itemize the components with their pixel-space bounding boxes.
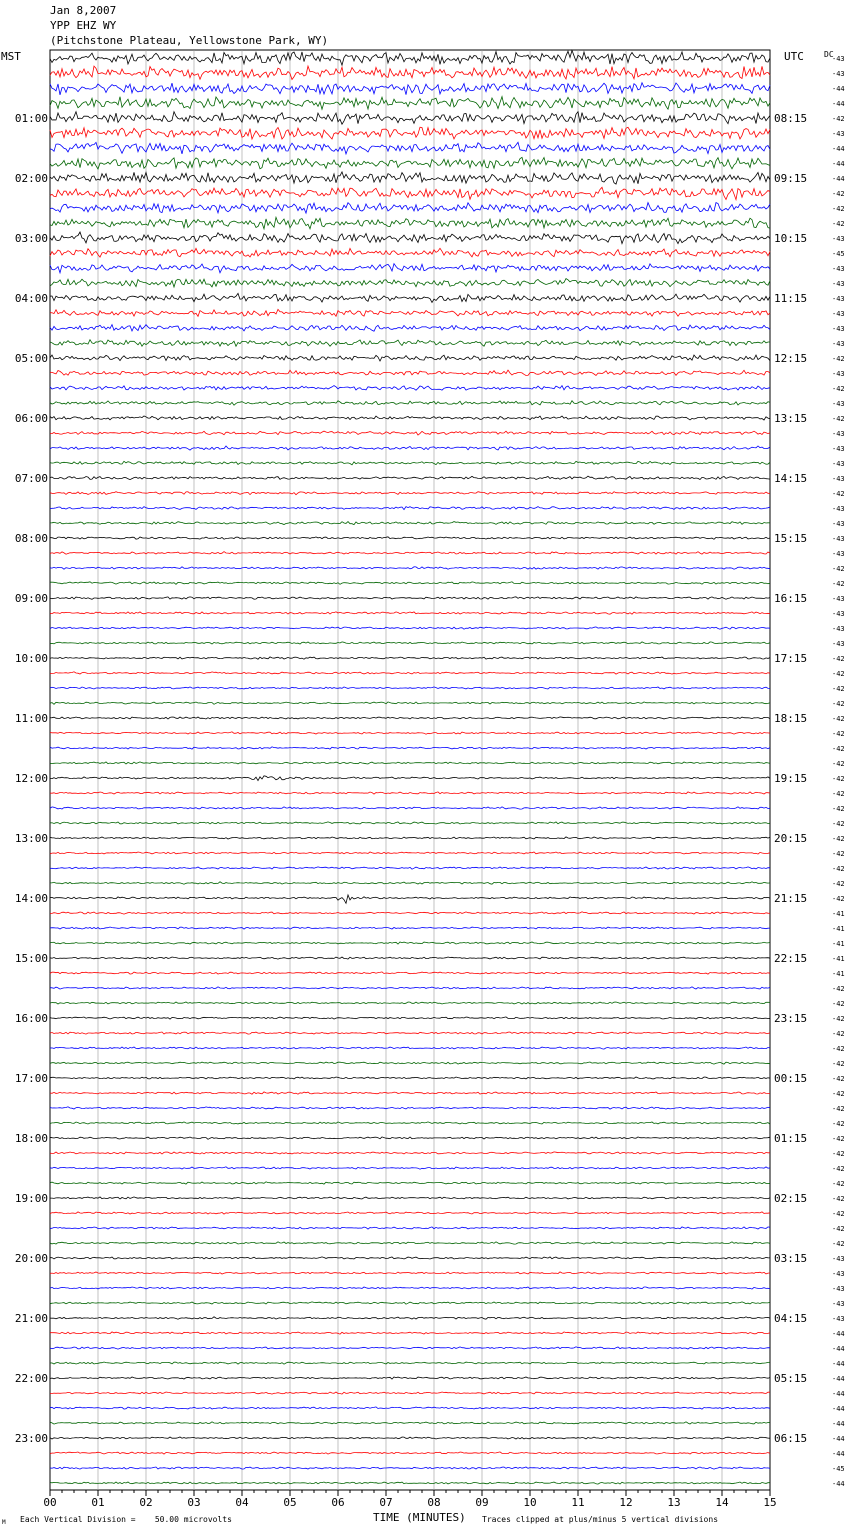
mst-hour-label: 22:00	[14, 1372, 48, 1385]
trace-row-60	[50, 957, 770, 959]
utc-hour-label: 08:15	[774, 112, 808, 125]
dc-offset-value: -42	[832, 775, 845, 783]
trace-row-40	[50, 657, 770, 659]
trace-row-18	[50, 325, 770, 332]
trace-row-13	[50, 248, 770, 257]
trace-row-33	[50, 552, 770, 555]
trace-row-86	[50, 1347, 770, 1349]
trace-row-27	[50, 461, 770, 465]
trace-row-59	[50, 942, 770, 944]
dc-offset-value: -42	[832, 835, 845, 843]
trace-row-74	[50, 1167, 770, 1169]
dc-offset-value: -42	[832, 715, 845, 723]
utc-hour-label: 17:15	[774, 652, 808, 665]
dc-offset-value: -43	[832, 1285, 845, 1293]
utc-hour-label: 22:15	[774, 952, 808, 965]
dc-offset-value: -45	[832, 250, 845, 258]
mst-hour-label: 20:00	[14, 1252, 48, 1265]
dc-offset-value: -44	[832, 85, 845, 93]
utc-hour-label: 11:15	[774, 292, 808, 305]
dc-offset-value: -42	[832, 220, 845, 228]
dc-offset-value: -42	[832, 1135, 845, 1143]
dc-offset-value: -44	[832, 145, 845, 153]
trace-row-39	[50, 642, 770, 644]
trace-row-53	[50, 852, 770, 854]
trace-row-22	[50, 386, 770, 391]
trace-row-12	[50, 232, 770, 244]
trace-row-65	[50, 1032, 770, 1034]
dc-offset-value: -43	[832, 640, 845, 648]
utc-hour-label: 10:15	[774, 232, 808, 245]
dc-offset-value: -43	[832, 280, 845, 288]
x-tick-label: 13	[667, 1496, 681, 1509]
trace-row-2	[50, 83, 770, 95]
dc-offset-value: -42	[832, 580, 845, 588]
trace-row-16	[50, 293, 770, 302]
mst-axis-label: MST	[1, 50, 21, 63]
mst-hour-label: 07:00	[14, 472, 48, 485]
x-tick-label: 10	[523, 1496, 537, 1509]
x-tick-label: 06	[331, 1496, 345, 1509]
trace-row-4	[50, 112, 770, 125]
dc-offset-value: -43	[832, 1270, 845, 1278]
x-tick-label: 00	[43, 1496, 57, 1509]
dc-offset-value: -42	[832, 565, 845, 573]
dc-offset-value: -43	[832, 550, 845, 558]
dc-offset-value: -44	[832, 1390, 845, 1398]
utc-hour-label: 20:15	[774, 832, 808, 845]
dc-offset-value: -42	[832, 985, 845, 993]
trace-row-29	[50, 492, 770, 495]
trace-row-15	[50, 279, 770, 287]
dc-offset-value: -42	[832, 790, 845, 798]
dc-offset-value: -43	[832, 610, 845, 618]
trace-row-48	[50, 776, 770, 781]
dc-offset-value: -42	[832, 205, 845, 213]
trace-row-34	[50, 567, 770, 569]
dc-offset-value: -43	[832, 505, 845, 513]
mst-hour-label: 05:00	[14, 352, 48, 365]
utc-hour-label: 03:15	[774, 1252, 808, 1265]
trace-row-0	[50, 50, 770, 65]
dc-offset-value: -44	[832, 1420, 845, 1428]
dc-offset-value: -42	[832, 865, 845, 873]
trace-row-95	[50, 1482, 770, 1484]
x-tick-label: 11	[571, 1496, 585, 1509]
x-tick-label: 14	[715, 1496, 729, 1509]
trace-row-49	[50, 792, 770, 794]
dc-offset-value: -42	[832, 655, 845, 663]
dc-offset-value: -44	[832, 1450, 845, 1458]
trace-row-76	[50, 1197, 770, 1199]
trace-row-88	[50, 1377, 770, 1379]
trace-row-37	[50, 612, 770, 614]
trace-row-91	[50, 1422, 770, 1424]
dc-offset-value: -43	[832, 295, 845, 303]
mst-hour-label: 14:00	[14, 892, 48, 905]
trace-row-47	[50, 762, 770, 764]
dc-offset-value: -42	[832, 1165, 845, 1173]
trace-row-50	[50, 807, 770, 809]
utc-hour-label: 21:15	[774, 892, 808, 905]
mst-hour-label: 23:00	[14, 1432, 48, 1445]
dc-offset-value: -45	[832, 1465, 845, 1473]
utc-hour-label: 23:15	[774, 1012, 808, 1025]
trace-row-52	[50, 837, 770, 839]
trace-row-54	[50, 867, 770, 869]
scale-note: Each Vertical Division = 50.00 microvolts	[20, 1515, 232, 1524]
dc-offset-value: -42	[832, 1015, 845, 1023]
utc-axis-label: UTC	[784, 50, 804, 63]
utc-hour-label: 04:15	[774, 1312, 808, 1325]
trace-row-42	[50, 687, 770, 689]
trace-row-8	[50, 172, 770, 184]
x-tick-label: 04	[235, 1496, 249, 1509]
utc-hour-label: 12:15	[774, 352, 808, 365]
dc-offset-value: -41	[832, 955, 845, 963]
trace-row-11	[50, 217, 770, 229]
dc-offset-value: -42	[832, 805, 845, 813]
header-location: (Pitchstone Plateau, Yellowstone Park, WY)	[50, 34, 329, 47]
trace-row-82	[50, 1287, 770, 1289]
mst-hour-label: 19:00	[14, 1192, 48, 1205]
trace-row-72	[50, 1137, 770, 1139]
trace-row-75	[50, 1182, 770, 1184]
mst-hour-label: 10:00	[14, 652, 48, 665]
trace-row-56	[50, 895, 770, 903]
trace-row-80	[50, 1257, 770, 1259]
trace-row-28	[50, 476, 770, 480]
dc-offset-value: -43	[832, 625, 845, 633]
dc-offset-value: -42	[832, 1225, 845, 1233]
trace-row-93	[50, 1452, 770, 1454]
dc-offset-value: -43	[832, 595, 845, 603]
utc-hour-label: 01:15	[774, 1132, 808, 1145]
mst-hour-label: 04:00	[14, 292, 48, 305]
utc-hour-label: 15:15	[774, 532, 808, 545]
trace-row-61	[50, 972, 770, 974]
dc-offset-value: -44	[832, 1360, 845, 1368]
trace-row-87	[50, 1362, 770, 1364]
dc-offset-value: -42	[832, 1030, 845, 1038]
trace-row-92	[50, 1437, 770, 1439]
dc-offset-value: -43	[832, 400, 845, 408]
dc-offset-value: -42	[832, 1060, 845, 1068]
trace-row-38	[50, 627, 770, 629]
trace-row-25	[50, 431, 770, 435]
x-tick-label: 07	[379, 1496, 393, 1509]
dc-offset-value: -43	[832, 55, 845, 63]
trace-row-19	[50, 340, 770, 347]
mst-hour-label: 02:00	[14, 172, 48, 185]
dc-offset-value: -42	[832, 1045, 845, 1053]
trace-row-57	[50, 912, 770, 914]
x-tick-label: 15	[763, 1496, 777, 1509]
dc-offset-value: -42	[832, 355, 845, 363]
mst-hour-label: 21:00	[14, 1312, 48, 1325]
trace-row-68	[50, 1077, 770, 1079]
trace-row-66	[50, 1047, 770, 1049]
trace-row-44	[50, 717, 770, 719]
mst-hour-label: 15:00	[14, 952, 48, 965]
trace-row-77	[50, 1212, 770, 1214]
dc-offset-value: -43	[832, 310, 845, 318]
mst-hour-label: 09:00	[14, 592, 48, 605]
trace-row-46	[50, 747, 770, 749]
utc-hour-label: 09:15	[774, 172, 808, 185]
trace-row-35	[50, 582, 770, 585]
trace-row-70	[50, 1107, 770, 1109]
trace-row-6	[50, 142, 770, 154]
x-tick-label: 03	[187, 1496, 201, 1509]
trace-row-85	[50, 1332, 770, 1334]
dc-offset-value: -44	[832, 1375, 845, 1383]
trace-row-10	[50, 203, 770, 214]
dc-offset-value: -41	[832, 910, 845, 918]
dc-offset-value: -43	[832, 445, 845, 453]
dc-offset-value: -42	[832, 1210, 845, 1218]
trace-row-23	[50, 401, 770, 406]
utc-hour-label: 05:15	[774, 1372, 808, 1385]
trace-row-64	[50, 1017, 770, 1019]
dc-offset-value: -43	[832, 1255, 845, 1263]
dc-offset-value: -44	[832, 1405, 845, 1413]
utc-hour-label: 19:15	[774, 772, 808, 785]
x-tick-label: 08	[427, 1496, 441, 1509]
dc-offset-value: -42	[832, 415, 845, 423]
dc-offset-value: -43	[832, 70, 845, 78]
dc-offset-value: -42	[832, 190, 845, 198]
corner-mark: M	[2, 1519, 6, 1526]
dc-offset-value: -43	[832, 535, 845, 543]
dc-offset-value: -42	[832, 895, 845, 903]
trace-row-73	[50, 1152, 770, 1154]
header-station: YPP EHZ WY	[50, 19, 117, 32]
trace-row-32	[50, 537, 770, 540]
trace-row-21	[50, 370, 770, 375]
mst-hour-label: 08:00	[14, 532, 48, 545]
dc-offset-value: -42	[832, 1090, 845, 1098]
dc-offset-value: -42	[832, 670, 845, 678]
dc-offset-value: -42	[832, 1195, 845, 1203]
dc-offset-value: -43	[832, 1315, 845, 1323]
trace-row-43	[50, 702, 770, 704]
trace-row-78	[50, 1227, 770, 1229]
trace-row-20	[50, 355, 770, 361]
utc-hour-label: 06:15	[774, 1432, 808, 1445]
dc-offset-value: -43	[832, 430, 845, 438]
dc-offset-value: -42	[832, 115, 845, 123]
dc-offset-value: -42	[832, 850, 845, 858]
dc-offset-value: -42	[832, 880, 845, 888]
clip-note: Traces clipped at plus/minus 5 vertical divisions	[482, 1515, 719, 1524]
dc-offset-value: -42	[832, 760, 845, 768]
x-tick-label: 02	[139, 1496, 153, 1509]
trace-row-79	[50, 1242, 770, 1244]
trace-row-1	[50, 66, 770, 79]
trace-row-17	[50, 309, 770, 316]
dc-offset-value: -43	[832, 235, 845, 243]
trace-row-30	[50, 507, 770, 510]
dc-offset-value: -43	[832, 370, 845, 378]
trace-row-63	[50, 1002, 770, 1004]
dc-offset-value: -44	[832, 175, 845, 183]
trace-row-90	[50, 1407, 770, 1409]
plot-frame	[50, 50, 770, 1490]
mst-hour-label: 06:00	[14, 412, 48, 425]
trace-row-69	[50, 1092, 770, 1094]
trace-row-45	[50, 732, 770, 734]
dc-offset-value: -42	[832, 1120, 845, 1128]
trace-row-83	[50, 1302, 770, 1304]
dc-offset-value: -42	[832, 685, 845, 693]
dc-offset-value: -43	[832, 520, 845, 528]
trace-row-14	[50, 264, 770, 273]
trace-row-26	[50, 446, 770, 450]
trace-row-55	[50, 882, 770, 884]
x-tick-label: 01	[91, 1496, 105, 1509]
dc-offset-value: -42	[832, 1180, 845, 1188]
x-tick-label: 09	[475, 1496, 489, 1509]
dc-offset-value: -42	[832, 1240, 845, 1248]
dc-offset-value: -44	[832, 1480, 845, 1488]
dc-offset-value: -43	[832, 475, 845, 483]
trace-row-62	[50, 987, 770, 989]
mst-hour-label: 01:00	[14, 112, 48, 125]
trace-row-31	[50, 522, 770, 525]
dc-offset-value: -44	[832, 1330, 845, 1338]
mst-hour-label: 18:00	[14, 1132, 48, 1145]
dc-offset-value: -44	[832, 160, 845, 168]
dc-offset-value: -42	[832, 730, 845, 738]
trace-row-51	[50, 822, 770, 824]
dc-offset-value: -42	[832, 745, 845, 753]
dc-offset-value: -43	[832, 130, 845, 138]
utc-hour-label: 16:15	[774, 592, 808, 605]
mst-hour-label: 11:00	[14, 712, 48, 725]
trace-row-58	[50, 927, 770, 929]
x-axis-title: TIME (MINUTES)	[373, 1511, 466, 1524]
trace-row-3	[50, 97, 770, 110]
dc-offset-value: -42	[832, 700, 845, 708]
utc-hour-label: 14:15	[774, 472, 808, 485]
trace-row-81	[50, 1272, 770, 1274]
trace-row-36	[50, 597, 770, 600]
dc-offset-value: -43	[832, 460, 845, 468]
utc-hour-label: 13:15	[774, 412, 808, 425]
trace-row-84	[50, 1317, 770, 1319]
header-date: Jan 8,2007	[50, 4, 117, 17]
mst-hour-label: 16:00	[14, 1012, 48, 1025]
dc-offset-value: -43	[832, 340, 845, 348]
dc-offset-value: -42	[832, 385, 845, 393]
utc-hour-label: 02:15	[774, 1192, 808, 1205]
trace-row-24	[50, 416, 770, 420]
dc-label: DC	[824, 50, 834, 59]
dc-offset-value: -43	[832, 325, 845, 333]
dc-offset-value: -44	[832, 1435, 845, 1443]
dc-offset-value: -44	[832, 1345, 845, 1353]
trace-row-41	[50, 672, 770, 674]
mst-hour-label: 03:00	[14, 232, 48, 245]
dc-offset-value: -41	[832, 940, 845, 948]
x-tick-label: 12	[619, 1496, 633, 1509]
trace-row-89	[50, 1392, 770, 1394]
dc-offset-value: -42	[832, 1075, 845, 1083]
trace-row-9	[50, 187, 770, 199]
x-tick-label: 05	[283, 1496, 297, 1509]
dc-offset-value: -42	[832, 1000, 845, 1008]
utc-hour-label: 18:15	[774, 712, 808, 725]
dc-offset-value: -41	[832, 925, 845, 933]
dc-offset-value: -42	[832, 820, 845, 828]
utc-hour-label: 00:15	[774, 1072, 808, 1085]
dc-offset-value: -44	[832, 100, 845, 108]
trace-row-67	[50, 1062, 770, 1064]
dc-offset-value: -42	[832, 1150, 845, 1158]
trace-row-5	[50, 127, 770, 139]
mst-hour-label: 13:00	[14, 832, 48, 845]
mst-hour-label: 12:00	[14, 772, 48, 785]
mst-hour-label: 17:00	[14, 1072, 48, 1085]
trace-row-7	[50, 157, 770, 169]
trace-row-94	[50, 1467, 770, 1469]
trace-row-71	[50, 1122, 770, 1124]
dc-offset-value: -41	[832, 970, 845, 978]
dc-offset-value: -43	[832, 1300, 845, 1308]
dc-offset-value: -43	[832, 265, 845, 273]
dc-offset-value: -42	[832, 1105, 845, 1113]
dc-offset-value: -42	[832, 490, 845, 498]
